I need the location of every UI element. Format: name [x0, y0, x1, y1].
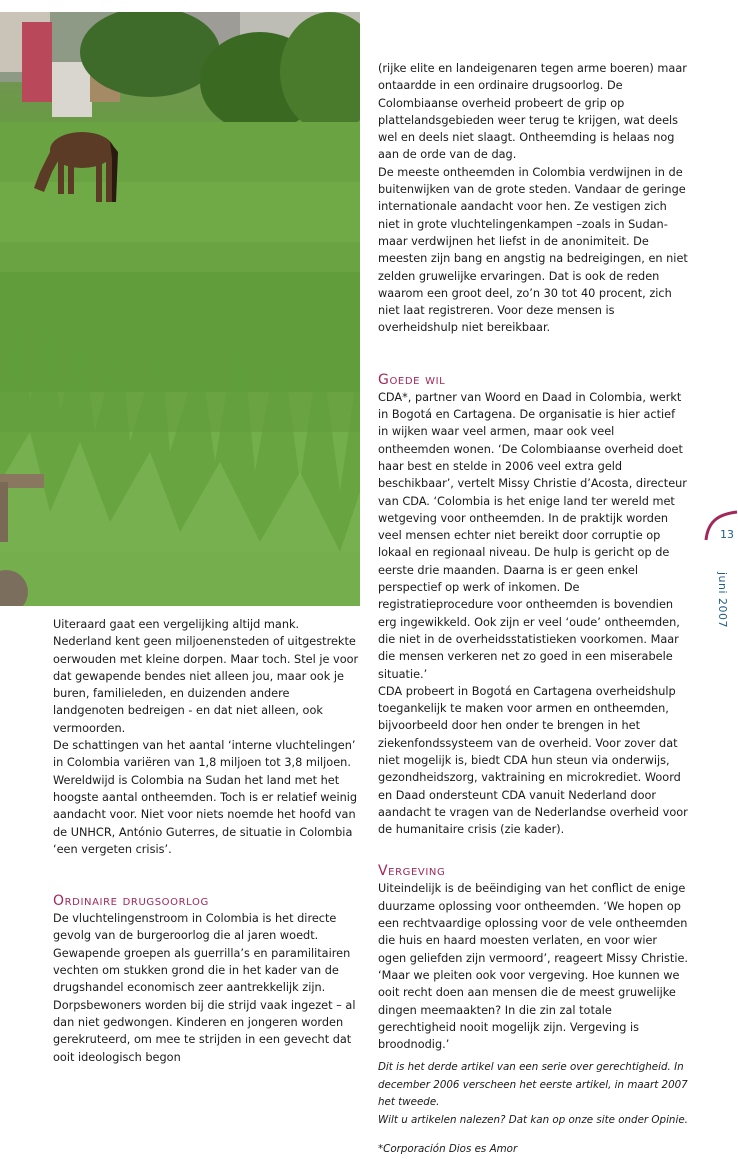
right-paragraph-3: CDA*, partner van Woord en Daad in Colombia, werkt in Bogotá en Cartagena. De organisatie is hier actief in wijken waar veel armen, maar ook veel ontheemden wonen. ‘De Colombiaanse overheid doet haar best en stelde in 2006 veel extra geld beschikbaar’, vertelt Missy Christie d’Acosta, directeur van CDA. ‘Colombia is het enige land ter wereld met wetgeving voor ontheemden. In de praktijk worden veel mensen echter niet bereikt door corruptie op lokaal en regionaal niveau. De hulp is gericht op de eerste drie maanden. Daarna is er geen enkel perspectief op werk of inkomen. De registratieprocedure voor ontheemden is bovendien erg ingewikkeld. Ook zijn er veel ‘oude’ ontheemden, die niet in de overheidsstatistieken voorkomen. Maar die mensen verkeren net zo goed in een miserabele situatie.’ [378, 390, 687, 681]
right-paragraph-2: De meeste ontheemden in Colombia verdwijnen in de buitenwijken van de grote steden. Vandaar de geringe internationale aandacht voor hen. Ze vestigen zich niet in grote vluchtelingenkampen –zoals in Sudan- maar verdwijnen het liefst in de anonimiteit. De meesten zijn bang en angstig na bedreigingen, en niet zelden gruwelijke ervaringen. Dat is ook de reden waarom een groot deel, zo’n 30 tot 40 procent, zich niet laat registreren. Voor deze mensen is overheidshulp niet bereikbaar. [378, 165, 688, 335]
footnote: *Corporación Dios es Amor [378, 1143, 518, 1156]
section-heading-vergeving: Vergeving [378, 863, 446, 880]
page-number: 13 [720, 528, 734, 541]
left-paragraph-2: De schattingen van het aantal ‘interne vluchtelingen’ in Colombia variëren van 1,8 miljoen tot 3,8 miljoen. Wereldwijd is Colombia na Sudan het land met het hoogste aantal ontheemden. Toch is er relatief weinig aandacht voor. Niet voor niets noemde het hoofd van de UNHCR, António Guterres, de situatie in Colombia ‘een vergeten crisis’. [53, 739, 358, 856]
left-paragraph-1: Uiteraard gaat een vergelijking altijd mank. Nederland kent geen miljoenensteden of uitgestrekte oerwouden met kleine dorpen. Maar toch. Stel je voor dat gewapende bendes niet alleen jou, maar ook je buren, familieleden, en duizenden andere landgenoten bedreigen - en dat niet alleen, ook vermoorden. [53, 618, 359, 735]
article-photo [0, 12, 360, 606]
photo-horse-field [0, 12, 360, 606]
spacer [378, 337, 688, 371]
series-note: Dit is het derde artikel van een serie over gerechtigheid. In december 2006 verscheen het eerste artikel, in maart 2007 het tweede. [378, 1061, 688, 1109]
spacer [53, 858, 359, 892]
section-heading-goede-wil: Goede wil [378, 371, 446, 388]
right-paragraph-4: CDA probeert in Bogotá en Cartagena overheidshulp toegankelijk te maken voor armen en ontheemden, bijvoorbeeld door hen onder te brengen in het ziekenfondssysteem van de overheid. Voor zover dat niet mogelijk is, biedt CDA hun steun via onderwijs, gezondheidszorg, vaktraining en microkrediet. Woord en Daad ondersteunt CDA vanuit Nederland door aandacht te vragen van de Nederlandse overheid voor de humanitaire crisis (zie kader). [378, 684, 688, 837]
right-paragraph-1: (rijke elite en landeigenaren tegen arme boeren) maar ontaardde in een ordinaire drugsoorlog. De Colombiaanse overheid probeert de grip op plattelandsgebieden weer terug te krijgen, wat deels wel en deels niet slaagt. Ontheemding is helaas nog aan de orde van de dag. [378, 62, 687, 162]
issue-date: juni 2007 [716, 572, 729, 629]
left-paragraph-3: De vluchtelingenstroom in Colombia is het directe gevolg van de burgeroorlog die al jaren woedt. Gewapende groepen als guerrilla’s en paramilitairen vechten om stukken grond die in het kader van de drugshandel economisch zeer aantrekkelijk zijn. Dorpsbewoners worden bij die strijd vaak ingezet – al dan niet gedwongen. Kinderen en jongeren worden gerekruteerd, om mee te strijden in een gevecht dat ooit ideologisch begon [53, 912, 356, 1064]
right-paragraph-5: Uiteindelijk is de beëindiging van het conflict de enige duurzame oplossing voor ontheemden. ‘We hopen op een rechtvaardige oplossing voor de vele ontheemden die huis en haard moesten verlaten, en voor wier ogen geliefden zijn vermoord’, reageert Missy Christie. ‘Maar we pleiten ook voor vergeving. Hoe kunnen we ooit recht doen aan mensen die de meest gruwelijke dingen meemaakten? In die zin zal totale gerechtigheid nooit mogelijk zijn. Vergeving is broodnodig.’ [378, 882, 689, 1052]
website-note: Wilt u artikelen nalezen? Dat kan op onze site onder Opinie. [378, 1113, 688, 1126]
right-column [378, 60, 688, 1159]
section-heading-ordinaire-drugsoorlog: Ordinaire drugsoorlog [53, 893, 209, 910]
left-column [53, 616, 359, 1066]
spacer [378, 1129, 688, 1141]
spacer [378, 838, 688, 862]
